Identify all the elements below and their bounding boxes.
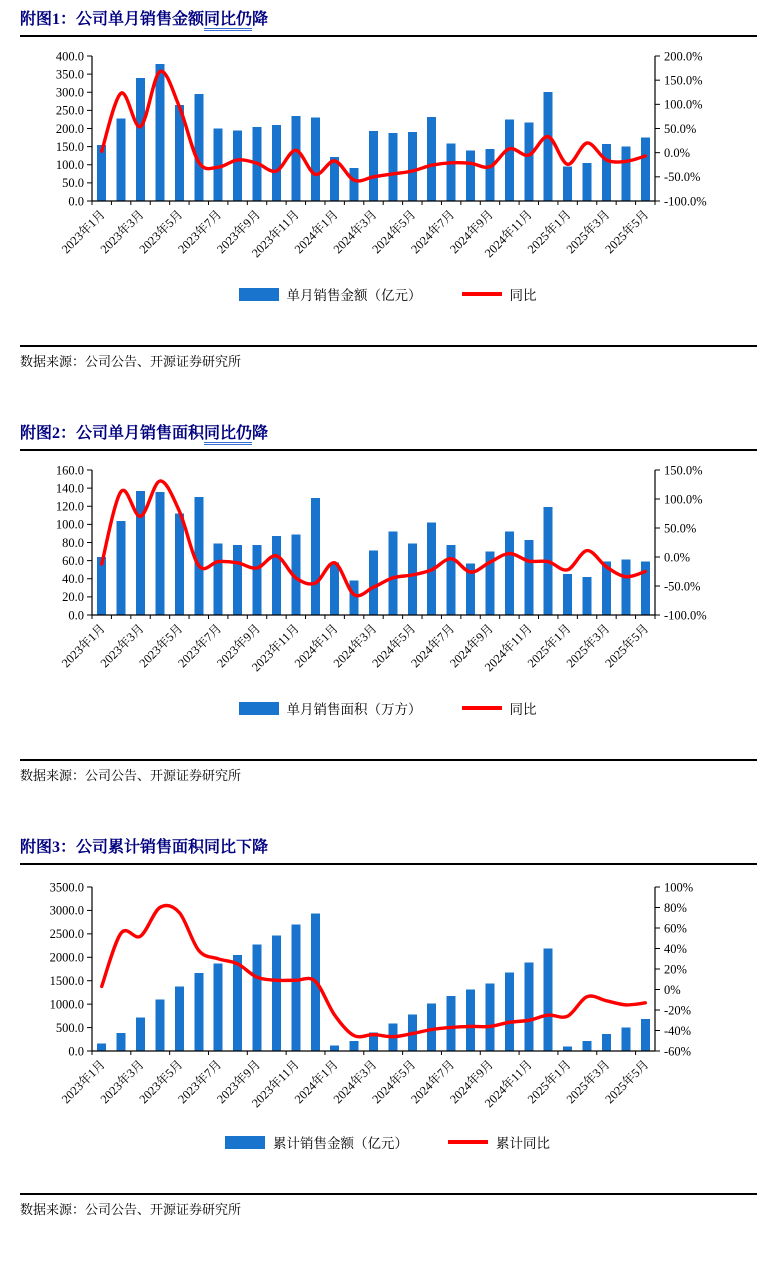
svg-text:2025年3月: 2025年3月 [563, 207, 613, 257]
figure3-data-source: 数据来源：公司公告、开源证券研究所 [20, 1202, 242, 1217]
figure3-title-pre: 附图3：公司累计销售面积同比下降 [20, 839, 269, 856]
figure1-title-rule [20, 35, 757, 37]
figure1-title-pre: 附图1：公司单月销售金额 [20, 11, 205, 28]
svg-text:60.0: 60.0 [62, 553, 84, 568]
svg-text:2025年1月: 2025年1月 [524, 207, 574, 257]
svg-text:2023年1月: 2023年1月 [58, 207, 108, 257]
svg-text:200.0: 200.0 [55, 121, 84, 136]
svg-text:-100.0%: -100.0% [664, 608, 707, 623]
line-series-label: 累计同比 [496, 1136, 550, 1151]
svg-text:50.0%: 50.0% [664, 121, 697, 136]
svg-text:0.0%: 0.0% [664, 145, 691, 160]
legend-item-bar [225, 1132, 408, 1152]
figure1-data-source: 数据来源：公司公告、开源证券研究所 [20, 354, 242, 369]
svg-text:3000.0: 3000.0 [49, 903, 84, 918]
svg-text:2023年3月: 2023年3月 [97, 207, 147, 257]
svg-text:2025年5月: 2025年5月 [602, 1057, 652, 1107]
figure2-data-source: 数据来源：公司公告、开源证券研究所 [20, 768, 242, 783]
figure-1 [0, 8, 775, 372]
svg-text:150.0: 150.0 [55, 139, 84, 154]
svg-text:0.0%: 0.0% [664, 550, 691, 565]
figure2-legend [0, 699, 775, 717]
figure2-title-pre: 附图2：公司单月销售面积 [20, 425, 205, 442]
svg-text:-40%: -40% [664, 1023, 692, 1038]
figure2-title [20, 422, 775, 446]
svg-text:2500.0: 2500.0 [49, 927, 84, 942]
figure2-source-rule [20, 759, 757, 761]
svg-text:100%: 100% [664, 880, 694, 895]
svg-text:2024年9月: 2024年9月 [447, 1057, 497, 1107]
svg-text:2024年11月: 2024年11月 [481, 1057, 535, 1111]
svg-text:0.0: 0.0 [68, 194, 84, 209]
svg-text:2024年7月: 2024年7月 [408, 621, 458, 671]
svg-text:120.0: 120.0 [55, 499, 84, 514]
svg-text:2024年3月: 2024年3月 [330, 207, 380, 257]
svg-text:400.0: 400.0 [55, 49, 84, 64]
svg-text:350.0: 350.0 [55, 67, 84, 82]
svg-text:60%: 60% [664, 921, 687, 936]
svg-text:3500.0: 3500.0 [49, 880, 84, 895]
svg-text:-60%: -60% [664, 1044, 692, 1059]
svg-text:0%: 0% [664, 982, 681, 997]
svg-text:2025年5月: 2025年5月 [602, 621, 652, 671]
svg-text:2023年11月: 2023年11月 [248, 1057, 302, 1111]
cumulative-sales-chart [0, 867, 775, 1133]
figure-3 [0, 836, 775, 1220]
svg-text:2023年9月: 2023年9月 [214, 1057, 264, 1107]
svg-text:2023年11月: 2023年11月 [248, 207, 302, 261]
figure1-source-rule [20, 345, 757, 347]
svg-text:2023年11月: 2023年11月 [248, 621, 302, 675]
figure1-title [20, 8, 775, 32]
svg-text:1000.0: 1000.0 [49, 997, 84, 1012]
svg-text:300.0: 300.0 [55, 85, 84, 100]
svg-text:2000.0: 2000.0 [49, 950, 84, 965]
svg-text:2024年3月: 2024年3月 [330, 1057, 380, 1107]
legend-item-line [462, 698, 537, 718]
svg-text:2023年1月: 2023年1月 [58, 1057, 108, 1107]
svg-text:100.0%: 100.0% [664, 97, 703, 112]
figure1-legend [0, 285, 775, 303]
monthly-sales-area-chart [0, 453, 775, 699]
line-series-label: 同比 [509, 702, 537, 717]
bar-series-swatch-icon [225, 1136, 265, 1149]
figure3-legend [0, 1133, 775, 1151]
figure3-source-rule [20, 1193, 757, 1195]
svg-text:50.0: 50.0 [62, 176, 84, 191]
legend-item-line [448, 1132, 550, 1152]
svg-text:2023年7月: 2023年7月 [175, 1057, 225, 1107]
bar-series-swatch-icon [239, 702, 279, 715]
svg-text:2025年1月: 2025年1月 [524, 621, 574, 671]
svg-text:2025年1月: 2025年1月 [524, 1057, 574, 1107]
svg-text:2023年9月: 2023年9月 [214, 621, 264, 671]
figure1-title-marked-text: 同比仍 [204, 11, 252, 31]
svg-text:2024年1月: 2024年1月 [291, 1057, 341, 1107]
svg-text:-50.0%: -50.0% [664, 579, 701, 594]
svg-text:100.0: 100.0 [55, 158, 84, 173]
svg-text:2024年9月: 2024年9月 [447, 207, 497, 257]
svg-text:2024年5月: 2024年5月 [369, 621, 419, 671]
legend-item-bar [239, 698, 422, 718]
line-series-swatch-icon [462, 706, 502, 710]
svg-text:100.0: 100.0 [55, 517, 84, 532]
svg-text:-100.0%: -100.0% [664, 194, 707, 209]
monthly-sales-amount-chart [0, 39, 775, 285]
legend-item-line [462, 284, 537, 304]
figure2-title-marked-text: 同比仍 [204, 425, 252, 445]
svg-text:2023年9月: 2023年9月 [214, 207, 264, 257]
svg-text:2024年9月: 2024年9月 [447, 621, 497, 671]
svg-text:2024年7月: 2024年7月 [408, 207, 458, 257]
svg-text:40%: 40% [664, 941, 687, 956]
bar-series-label: 单月销售面积（万方） [286, 702, 422, 717]
svg-text:80%: 80% [664, 900, 687, 915]
svg-text:20.0: 20.0 [62, 590, 84, 605]
svg-text:2024年1月: 2024年1月 [291, 621, 341, 671]
svg-text:100.0%: 100.0% [664, 492, 703, 507]
figure3-title-rule [20, 863, 757, 865]
svg-text:2023年5月: 2023年5月 [136, 1057, 186, 1107]
svg-text:2025年3月: 2025年3月 [563, 621, 613, 671]
svg-text:-50.0%: -50.0% [664, 170, 701, 185]
svg-text:80.0: 80.0 [62, 535, 84, 550]
svg-text:2024年5月: 2024年5月 [369, 1057, 419, 1107]
svg-text:2024年1月: 2024年1月 [291, 207, 341, 257]
svg-text:40.0: 40.0 [62, 572, 84, 587]
svg-text:2024年7月: 2024年7月 [408, 1057, 458, 1107]
svg-text:-20%: -20% [664, 1003, 692, 1018]
bar-series-label: 单月销售金额（亿元） [286, 288, 422, 303]
svg-text:200.0%: 200.0% [664, 49, 703, 64]
svg-text:2023年5月: 2023年5月 [136, 621, 186, 671]
figure-2 [0, 422, 775, 786]
svg-text:0.0: 0.0 [68, 1044, 84, 1059]
figure2-title-post: 降 [252, 425, 269, 442]
svg-text:2023年7月: 2023年7月 [175, 207, 225, 257]
svg-text:1500.0: 1500.0 [49, 974, 84, 989]
svg-text:160.0: 160.0 [55, 463, 84, 478]
figure3-title [20, 836, 775, 860]
svg-text:150.0%: 150.0% [664, 463, 703, 478]
svg-text:2024年5月: 2024年5月 [369, 207, 419, 257]
line-series-label: 同比 [509, 288, 537, 303]
svg-text:2024年11月: 2024年11月 [481, 621, 535, 675]
svg-text:2024年3月: 2024年3月 [330, 621, 380, 671]
svg-text:2025年3月: 2025年3月 [563, 1057, 613, 1107]
legend-item-bar [239, 284, 422, 304]
svg-text:20%: 20% [664, 962, 687, 977]
line-series-swatch-icon [462, 292, 502, 296]
svg-text:140.0: 140.0 [55, 481, 84, 496]
svg-text:250.0: 250.0 [55, 103, 84, 118]
svg-text:2023年3月: 2023年3月 [97, 621, 147, 671]
svg-text:50.0%: 50.0% [664, 521, 697, 536]
svg-text:2023年1月: 2023年1月 [58, 621, 108, 671]
line-series-swatch-icon [448, 1140, 488, 1144]
figure1-title-post: 降 [252, 11, 269, 28]
bar-series-swatch-icon [239, 288, 279, 301]
svg-text:2023年3月: 2023年3月 [97, 1057, 147, 1107]
svg-text:2025年5月: 2025年5月 [602, 207, 652, 257]
svg-text:2023年5月: 2023年5月 [136, 207, 186, 257]
svg-text:2024年11月: 2024年11月 [481, 207, 535, 261]
svg-text:500.0: 500.0 [55, 1020, 84, 1035]
svg-text:150.0%: 150.0% [664, 73, 703, 88]
figure2-title-rule [20, 449, 757, 451]
svg-text:0.0: 0.0 [68, 608, 84, 623]
bar-series-label: 累计销售金额（亿元） [273, 1136, 408, 1151]
svg-text:2023年7月: 2023年7月 [175, 621, 225, 671]
